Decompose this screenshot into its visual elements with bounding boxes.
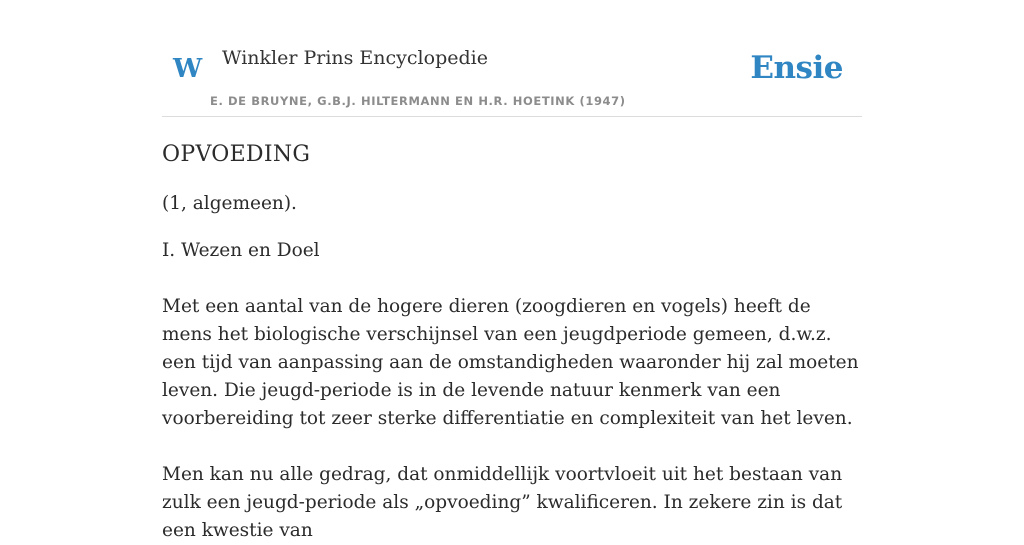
book-title[interactable]: Winkler Prins Encyclopedie (222, 47, 488, 69)
ensie-logo-link[interactable]: Ensie (750, 50, 843, 86)
article-paragraph: Men kan nu alle gedrag, dat onmiddellijk voortvloeit uit het bestaan van zulk een jeugd-periode als „opvoeding” kwalificeren. In zekere zin is dat een kwestie van (162, 464, 843, 541)
book-authors: E. DE BRUYNE, G.B.J. HILTERMANN EN H.R. HOETINK (1947) (210, 94, 626, 108)
site-header (162, 30, 862, 117)
entry-subtitle: (1, algemeen). (162, 193, 297, 214)
article (162, 138, 862, 545)
article-paragraph: Met een aantal van de hogere dieren (zoogdieren en vogels) heeft de mens het biologische verschijnsel van een jeugdperiode gemeen, d.w.z. een tijd van aanpassing aan de omstandigheden waaronder hij zal moeten leven. Die jeugd-periode is in de levende natuur kenmerk van een voorbereiding tot zeer sterke differentiatie en complexiteit van het leven. (162, 296, 859, 429)
winkler-prins-logo[interactable]: W (173, 54, 202, 84)
section-heading: I. Wezen en Doel (162, 240, 320, 261)
entry-title: OPVOEDING (162, 142, 311, 167)
